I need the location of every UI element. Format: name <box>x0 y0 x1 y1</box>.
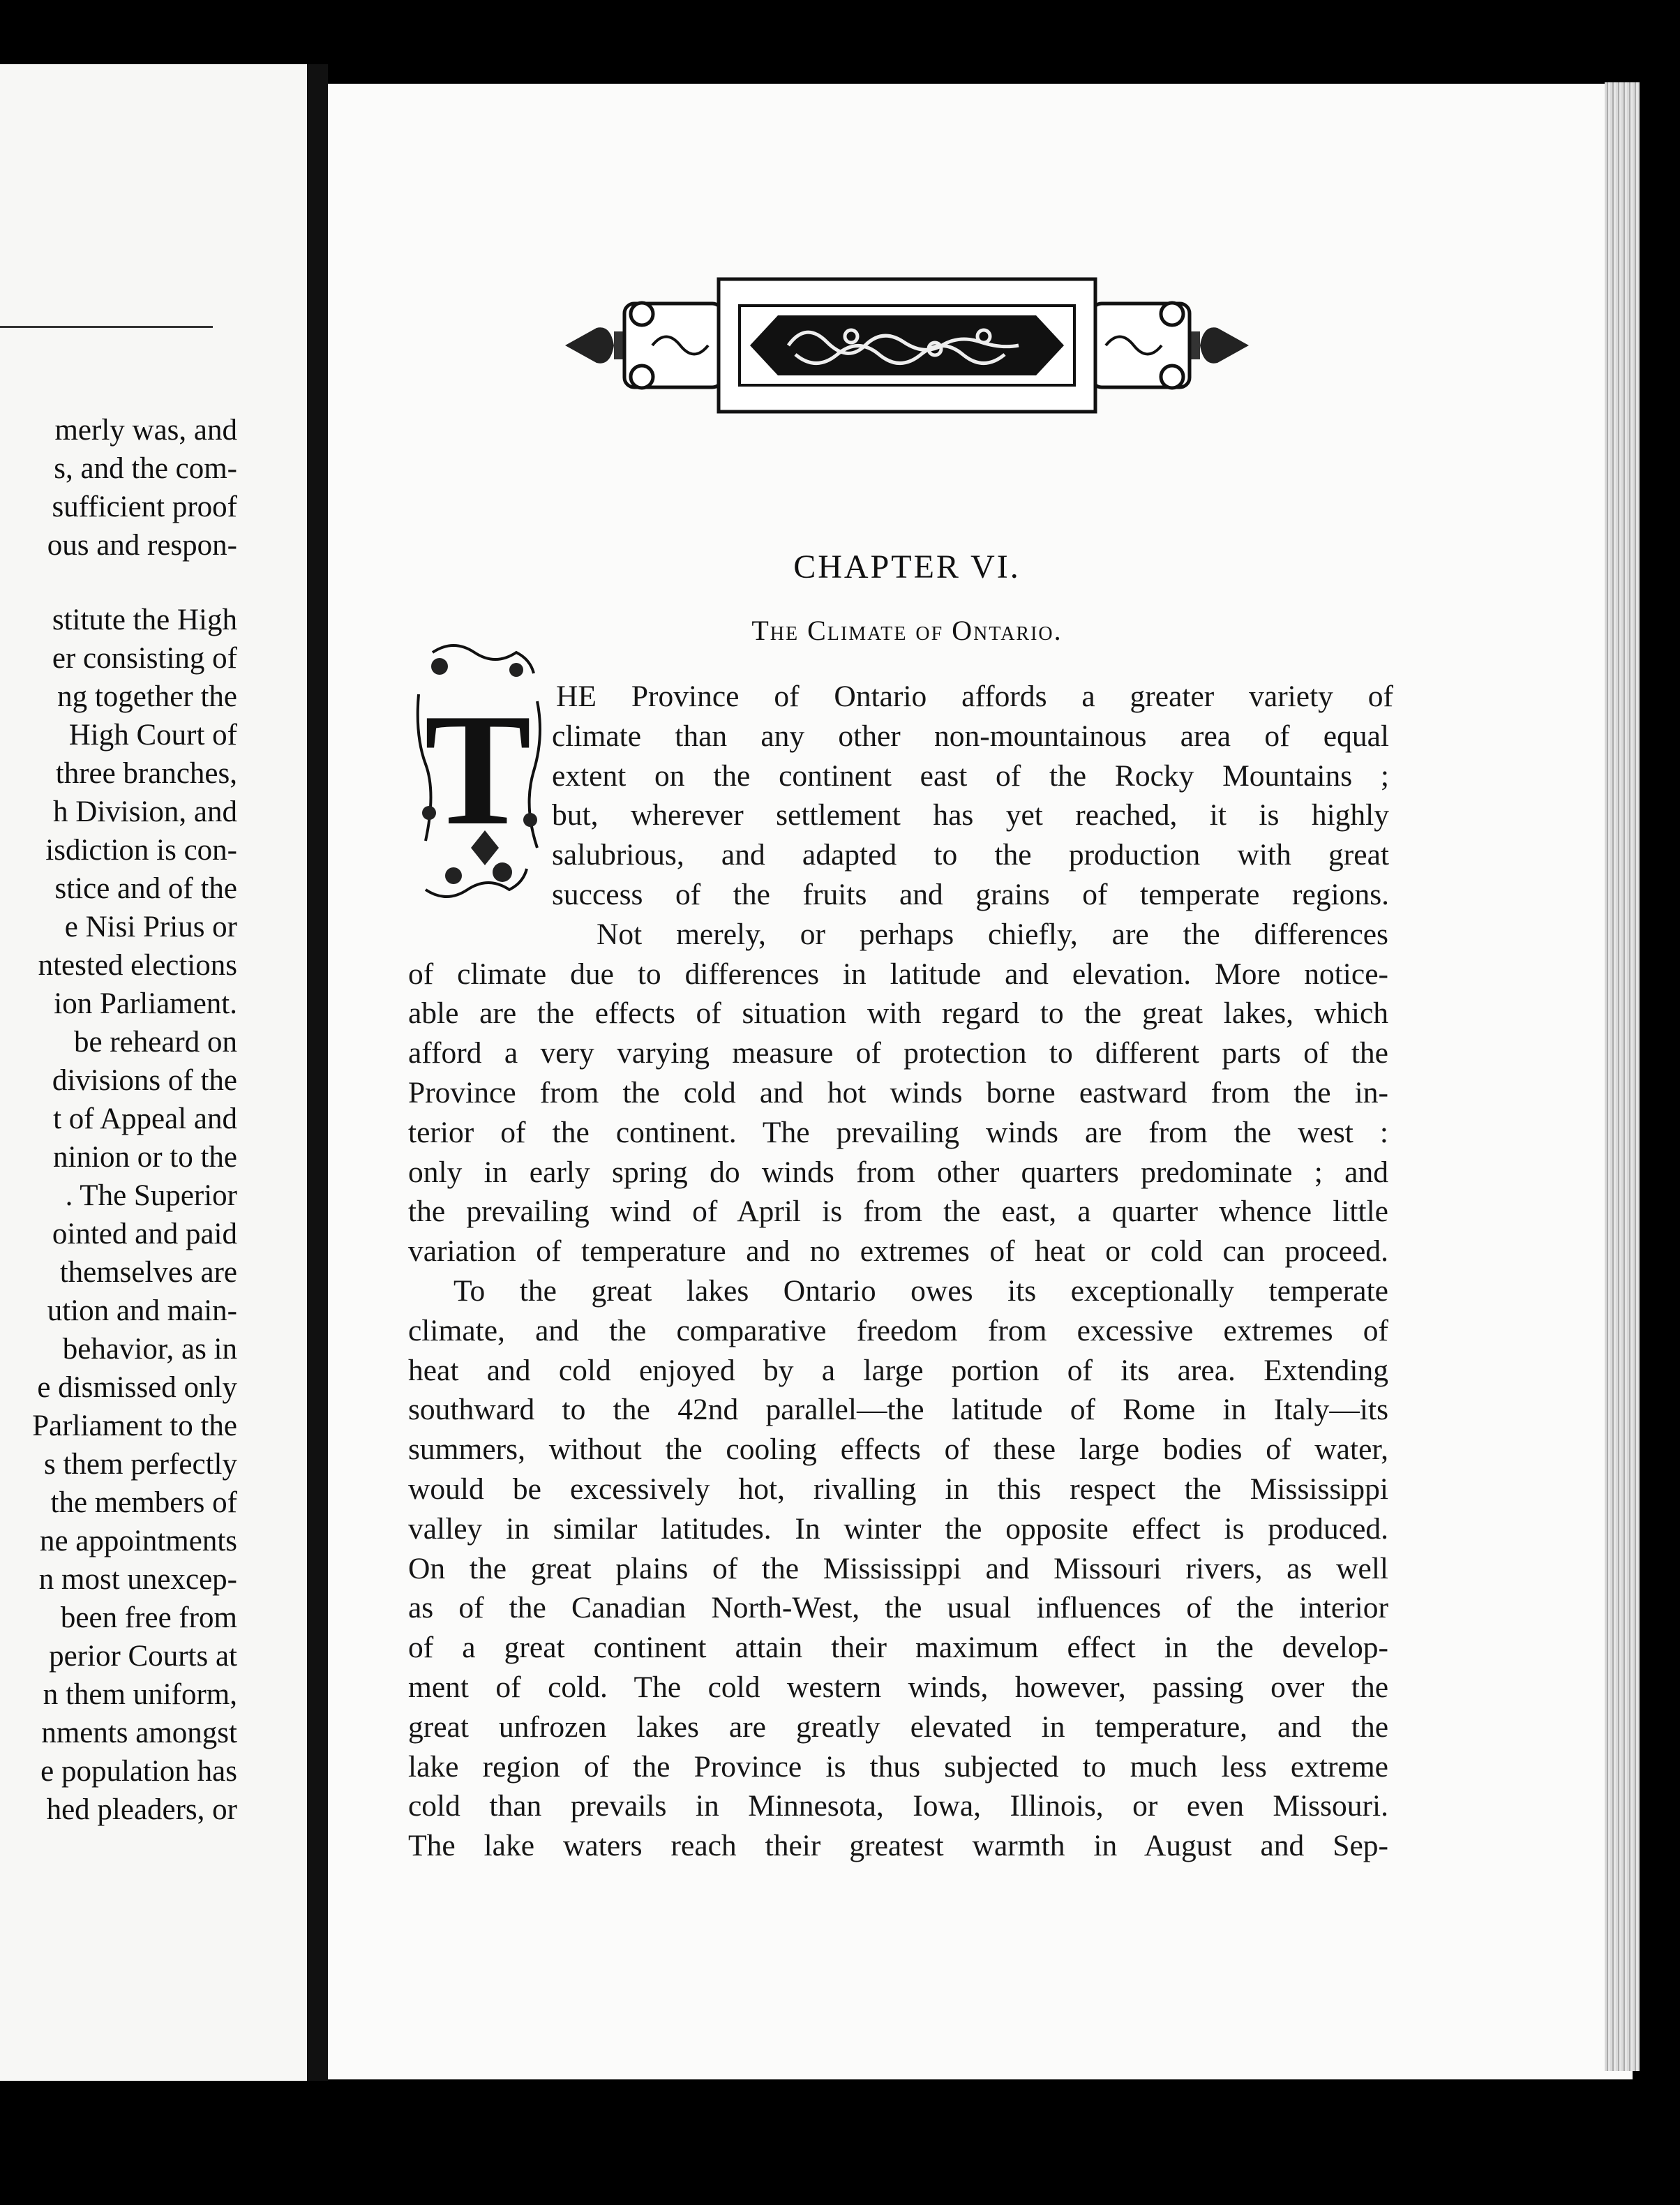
body-line: cold than prevails in Minnesota, Iowa, Illinois, or even Missouri. <box>408 1789 1388 1823</box>
left-page-line: themselves are <box>59 1256 237 1289</box>
body-line: the prevailing wind of April is from the east, a quarter whence little <box>408 1195 1388 1229</box>
left-page-line: n most unexcep- <box>38 1563 237 1596</box>
left-page-line: hed pleaders, or <box>46 1793 237 1826</box>
body-line: of climate due to differences in latitude and elevation. More notice- <box>408 957 1388 991</box>
headpiece-ornament-icon <box>558 272 1256 419</box>
body-line: HE Province of Ontario affords a greater variety of <box>556 680 1393 713</box>
book-gutter <box>307 64 328 2081</box>
left-page-line: be reheard on <box>74 1026 237 1059</box>
left-page-line: n them uniform, <box>43 1678 237 1711</box>
left-page-line: ointed and paid <box>52 1218 237 1250</box>
left-page-line: ne appointments <box>39 1525 237 1557</box>
body-line: of a great continent attain their maximum effect in the develop- <box>408 1631 1388 1665</box>
left-page-line: been free from <box>60 1601 237 1634</box>
left-page-line: s, and the com- <box>54 452 237 485</box>
left-page-line: three branches, <box>55 757 237 790</box>
header-rule <box>0 326 213 328</box>
left-page-line: ninion or to the <box>53 1141 237 1174</box>
body-line: climate, and the comparative freedom from excessive extremes of <box>408 1313 1388 1347</box>
body-line: but, wherever settlement has yet reached, it is highly <box>552 798 1389 832</box>
left-page-line: sufficient proof <box>52 491 237 523</box>
left-page-line: er consisting of <box>52 642 237 675</box>
chapter-heading: CHAPTER VI. <box>793 548 1021 585</box>
svg-text:T: T <box>424 680 532 858</box>
body-line: To the great lakes Ontario owes its exceptionally temperate <box>453 1274 1388 1308</box>
left-page-line: . The Superior <box>65 1179 237 1212</box>
body-line: would be excessively hot, rivalling in this respect the Mississippi <box>408 1472 1388 1506</box>
body-line: variation of temperature and no extremes of heat or cold can proceed. <box>408 1234 1388 1269</box>
left-page-line: merly was, and <box>54 414 237 447</box>
left-page-line: Parliament to the <box>32 1410 237 1442</box>
decorated-initial-icon <box>412 638 544 918</box>
body-line: extent on the continent east of the Rocky Mountains ; <box>552 758 1389 793</box>
body-line: afford a very varying measure of protection to different parts of the <box>408 1036 1388 1070</box>
body-line: lake region of the Province is thus subjected to much less extreme <box>408 1749 1388 1784</box>
body-line: ment of cold. The cold western winds, however, passing over the <box>408 1670 1388 1704</box>
body-line: terior of the continent. The prevailing winds are from the west : <box>408 1115 1388 1149</box>
left-page-line: stitute the High <box>52 604 237 636</box>
left-page-line: divisions of the <box>52 1064 237 1097</box>
left-page-line: stice and of the <box>54 872 237 905</box>
left-page-line: the members of <box>50 1486 237 1519</box>
left-page-line: behavior, as in <box>62 1333 237 1366</box>
left-page-line: s them perfectly <box>43 1448 237 1481</box>
body-line: climate than any other non-mountainous area of equal <box>552 719 1389 753</box>
left-page-line: t of Appeal and <box>53 1102 237 1135</box>
body-line: Not merely, or perhaps chiefly, are the differences <box>597 917 1388 951</box>
body-line: only in early spring do winds from other quarters predominate ; and <box>408 1155 1388 1189</box>
chapter-title: The Climate of Ontario. <box>751 615 1063 646</box>
body-line: The lake waters reach their greatest warmth in August and Sep- <box>408 1829 1388 1863</box>
left-page-line: e dismissed only <box>37 1371 237 1404</box>
left-page-line: nments amongst <box>41 1717 237 1749</box>
left-page-line: isdiction is con- <box>45 834 237 867</box>
body-line: great unfrozen lakes are greatly elevated in temperature, and the <box>408 1710 1388 1744</box>
body-line: heat and cold enjoyed by a large portion of its area. Extending <box>408 1353 1388 1387</box>
left-page-line: h Division, and <box>53 795 237 828</box>
left-page-line: ng together the <box>57 680 237 713</box>
page-edges <box>1605 82 1640 2071</box>
body-line: as of the Canadian North-West, the usual influences of the interior <box>408 1591 1388 1625</box>
body-line: success of the fruits and grains of temperate regions. <box>552 878 1389 911</box>
left-page-line: High Court of <box>68 719 237 752</box>
left-page-line: e Nisi Prius or <box>64 911 237 943</box>
body-line: summers, without the cooling effects of these large bodies of water, <box>408 1433 1388 1467</box>
left-page-line: perior Courts at <box>49 1640 237 1673</box>
left-page-line: e population has <box>40 1755 237 1788</box>
body-line: On the great plains of the Mississippi and Missouri rivers, as well <box>408 1551 1388 1585</box>
left-page-line: ution and main- <box>47 1294 237 1327</box>
left-page-line: ion Parliament. <box>54 987 237 1020</box>
body-line: able are the effects of situation with regard to the great lakes, which <box>408 996 1388 1031</box>
body-line: Province from the cold and hot winds borne eastward from the in- <box>408 1076 1388 1109</box>
body-line: southward to the 42nd parallel—the latitude of Rome in Italy—its <box>408 1393 1388 1427</box>
left-page-line: ntested elections <box>38 949 237 982</box>
left-page <box>0 64 307 2081</box>
body-line: valley in similar latitudes. In winter the opposite effect is produced. <box>408 1511 1388 1546</box>
body-line: salubrious, and adapted to the production with great <box>552 838 1389 872</box>
left-page-line: ous and respon- <box>47 529 237 562</box>
